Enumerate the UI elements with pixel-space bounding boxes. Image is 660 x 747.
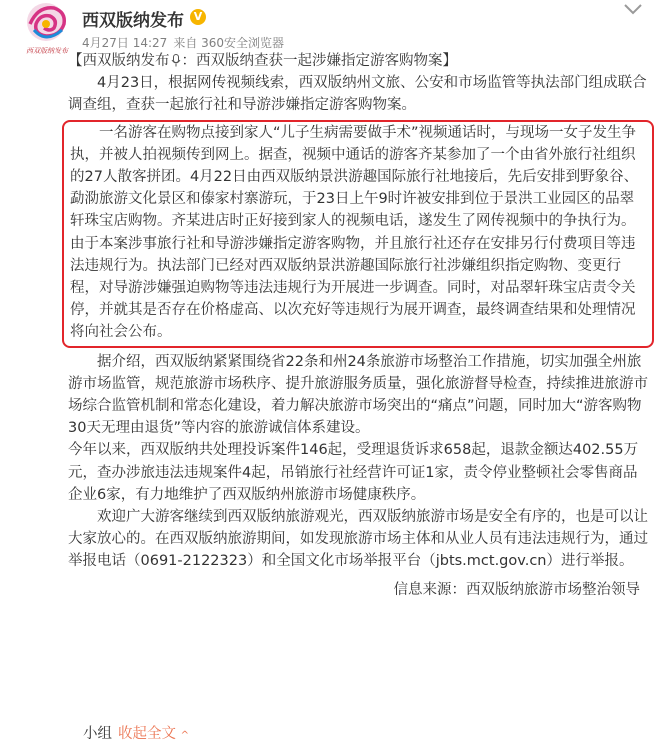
avatar-logo (20, 0, 72, 52)
post-meta (82, 34, 290, 51)
highlighted-section (62, 120, 654, 348)
author-name[interactable]: 西双版纳发布 (82, 11, 184, 31)
article-title (68, 50, 648, 72)
paragraph-4: 据介绍，西双版纳紧紧围绕省22条和州24条旅游市场整治工作措施，切实加强全州旅游市场监管，规范旅游市场秩序、提升旅游服务质量，强化旅游督导检查，持续推进旅游市场综合监管机制和常态化建设，着力解决旅游市场突出的“痛点”问题，同时加大“游客购物30天无理由退货”等内容的旅游诚信体系建设。 (68, 353, 648, 437)
title-prefix[interactable]: 【西双版纳发布 (68, 53, 170, 69)
paragraph-6: 欢迎广大游客继续到西双版纳旅游观光，西双版纳旅游市场是安全有序的，也是可以让大家放心的。在西双版纳旅游期间，如发现旅游市场主体和从业人员有违法违规行为，通过举报电话（0691-2122323）和全国文化市场举报平台（jbts.mct.gov.cn）进行举报。 (68, 509, 648, 570)
post-footer (83, 722, 189, 743)
verified-badge-icon: V (190, 9, 206, 25)
avatar[interactable] (20, 0, 72, 52)
title-rest: ：西双版纳查获一起涉嫌指定游客购物案】 (181, 53, 457, 69)
post-client: 来自 360安全浏览器 (173, 36, 285, 50)
paragraph-1: 4月23日，根据网传视频线索，西双版纳州文旅、公安和市场监管等执法部门组成联合调查组，查获一起旅行社和导游涉嫌指定游客购物案。 (68, 75, 647, 114)
paragraph-2: 一名游客在购物点接到家人“儿子生病需要做手术”视频通话时，与现场一女子发生争执，并被人拍视频传到网上。据查，视频中通话的游客齐某参加了一个由省外旅行社组织的27人散客拼团。4月22日由西双版纳景洪游趣国际旅行社地接后，先后安排到野象谷、勐泐旅游文化景区和傣家村寨游玩，于23日上午9时许被安排到位于景洪工业园区的品翠轩珠宝店购物。齐某进店时正好接到家人的视频电话，遂发生了网传视频中的争执行为。 (70, 124, 639, 230)
avatar-caption: 西双版纳发布 (26, 47, 68, 55)
paragraph-5: 今年以来，西双版纳共处理投诉案件146起，受理退货诉求658起，退款金额达402.55万元，查办涉旅违法违规案件4起，吊销旅行社经营许可证1家，责令停业整顿社会零售商品企业6家，有力地维护了西双版纳州旅游市场健康秩序。 (68, 442, 639, 503)
chevron-down-icon[interactable] (622, 2, 644, 18)
collapse-label: 收起全文 (118, 726, 176, 742)
post-body (68, 50, 648, 601)
paragraph-3: 由于本案涉事旅行社和导游涉嫌指定游客购物，并且旅行社还存在安排另行付费项目等违法违规行为。执法部门已经对西双版纳景洪游趣国际旅行社涉嫌组织指定购物、变更行程，对导游涉嫌强迫购物等违法违规行为开展进一步调查。同时，对品翠轩珠宝店责令关停，并就其是否存在价格虚高、以次充好等违规行为展开调查，最终调查结果和处理情况将向社会公布。 (70, 235, 636, 341)
microphone-icon (171, 54, 181, 67)
footer-label: 小组 (83, 726, 112, 742)
collapse-button[interactable] (118, 726, 189, 742)
chevron-up-icon: ^ (180, 730, 189, 741)
post-date[interactable]: 4月27日 14:27 (82, 36, 168, 50)
info-source: 信息来源：西双版纳旅游市场整治领导 (393, 581, 640, 598)
